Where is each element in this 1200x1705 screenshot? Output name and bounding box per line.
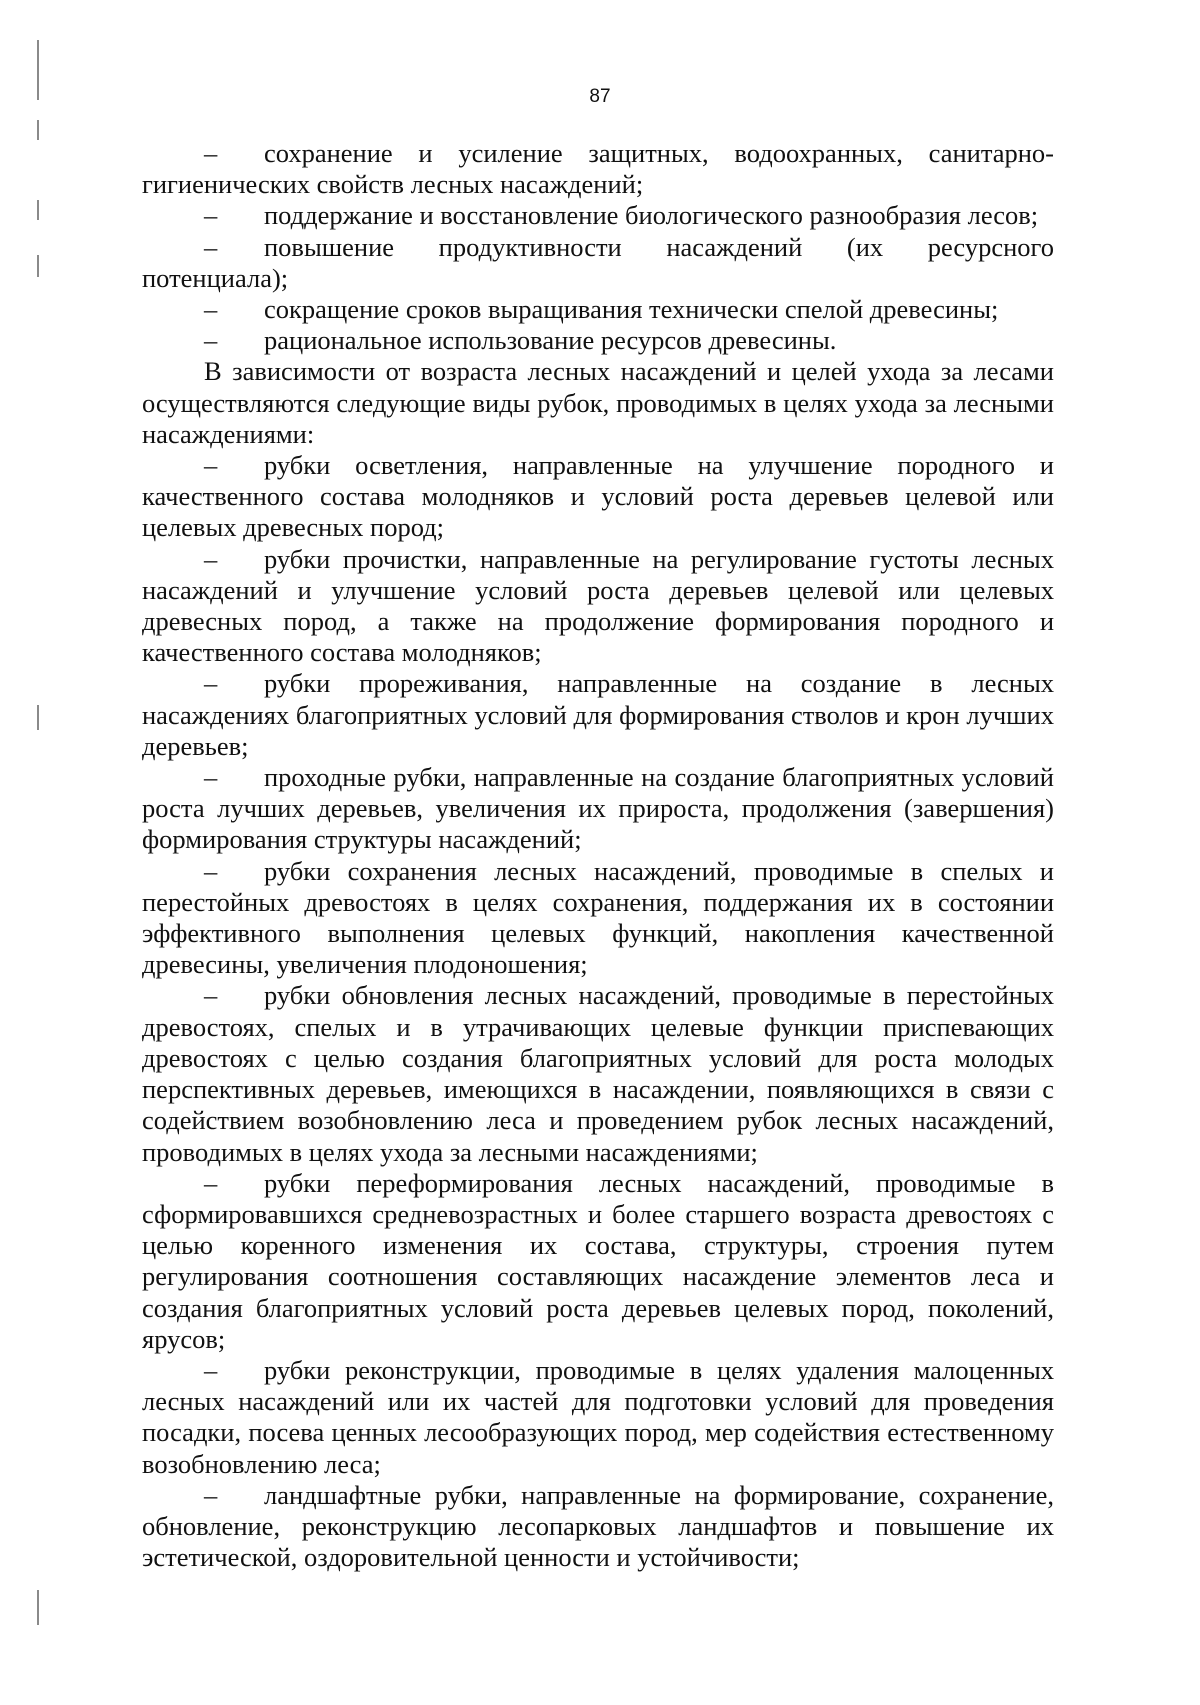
dash-marker: – [204,668,218,699]
list-item-text: повышение продуктивности насаждений (их ресурсного потенциала); [142,231,1054,293]
dash-marker: – [204,200,218,231]
list-item-text: рубки прочистки, направленные на регулирование густоты лесных насаждений и улучшение условий роста деревьев целевой или целевых древесных пород, а также на продолжение формирования породного и качественного состава молодняков; [142,543,1054,668]
dash-marker: – [204,231,218,262]
list-item-text: поддержание и восстановление биологического разнообразия лесов; [264,200,1039,231]
dash-marker: – [204,980,218,1011]
list-item [142,138,1054,200]
dash-marker: – [204,1354,218,1385]
list-item-text: проходные рубки, направленные на создание благоприятных условий роста лучших деревьев, увеличения их прироста, продолжения (завершения) формирования структуры насаждений; [142,762,1054,855]
list-item [142,232,1054,294]
scan-edge-mark [37,255,39,277]
document-body [142,138,1054,1573]
dash-marker: – [204,1167,218,1198]
list-item [142,668,1054,762]
list-item [142,544,1054,669]
list-item [142,1168,1054,1355]
dash-marker: – [204,762,218,793]
list-item-text: рубки прореживания, направленные на создание в лесных насаждениях благоприятных условий для формирования стволов и крон лучших деревьев; [142,668,1054,761]
list-item-text: рубки сохранения лесных насаждений, проводимые в спелых и перестойных древостоях в целях сохранения, поддержания их в состоянии эффективного выполнения целевых функций, накопления качественной древесины, увеличения плодоношения; [142,855,1054,980]
page-number: 87 [589,86,611,107]
list-item [142,856,1054,981]
paragraph: В зависимости от возраста лесных насаждений и целей ухода за лесами осуществляются следующие виды рубок, проводимых в целях ухода за лесными насаждениями: [142,356,1054,449]
list-item-text: рациональное использование ресурсов древесины. [264,325,837,356]
list-item-text: рубки реконструкции, проводимые в целях удаления малоценных лесных насаждений или их частей для подготовки условий для проведения посадки, посева ценных лесообразующих пород, мер содействия естественному возобновлению леса; [142,1354,1054,1479]
list-item [142,325,1054,356]
list-item [142,200,1054,231]
list-item [142,980,1054,1167]
list-item [142,1480,1054,1574]
dash-marker: – [204,855,218,886]
scan-edge-mark [37,1590,39,1625]
dash-marker: – [204,1479,218,1510]
list-item [142,450,1054,544]
list-item-text: сохранение и усиление защитных, водоохранных, санитарно-гигиенических свойств лесных насаждений; [142,138,1054,200]
scan-edge-mark [37,120,39,140]
dash-marker: – [204,138,218,168]
dash-marker: – [204,325,218,356]
list-item-text: рубки переформирования лесных насаждений, проводимые в сформировавшихся средневозрастных и более старшего возраста древостоях с целью коренного изменения их состава, структуры, строения путем регулирования соотношения составляющих насаждение элементов леса и создания благоприятных условий роста деревьев целевых пород, поколений, ярусов; [142,1167,1054,1354]
dash-marker: – [204,543,218,574]
list-item-text: рубки осветления, направленные на улучшение породного и качественного состава молодняков и условий роста деревьев целевой или целевых древесных пород; [142,450,1054,543]
list-item-text: рубки обновления лесных насаждений, проводимые в перестойных древостоях, спелых и в утрачивающих целевые функции приспевающих древостоях с целью создания благоприятных условий для роста молодых перспективных деревьев, имеющихся в насаждении, появляющихся в связи с содействием возобновлению леса и проведением рубок лесных насаждений, проводимых в целях ухода за лесными насаждениями; [142,980,1054,1167]
dash-marker: – [204,450,218,481]
dash-marker: – [204,294,218,325]
list-item [142,762,1054,856]
scan-edge-mark [37,200,39,220]
scan-edge-mark [37,705,39,730]
list-item-text: ландшафтные рубки, направленные на формирование, сохранение, обновление, реконструкцию лесопарковых ландшафтов и повышение их эстетической, оздоровительной ценности и устойчивости; [142,1479,1054,1573]
list-item [142,294,1054,325]
list-item [142,1355,1054,1480]
list-item-text: сокращение сроков выращивания технически спелой древесины; [264,294,999,325]
